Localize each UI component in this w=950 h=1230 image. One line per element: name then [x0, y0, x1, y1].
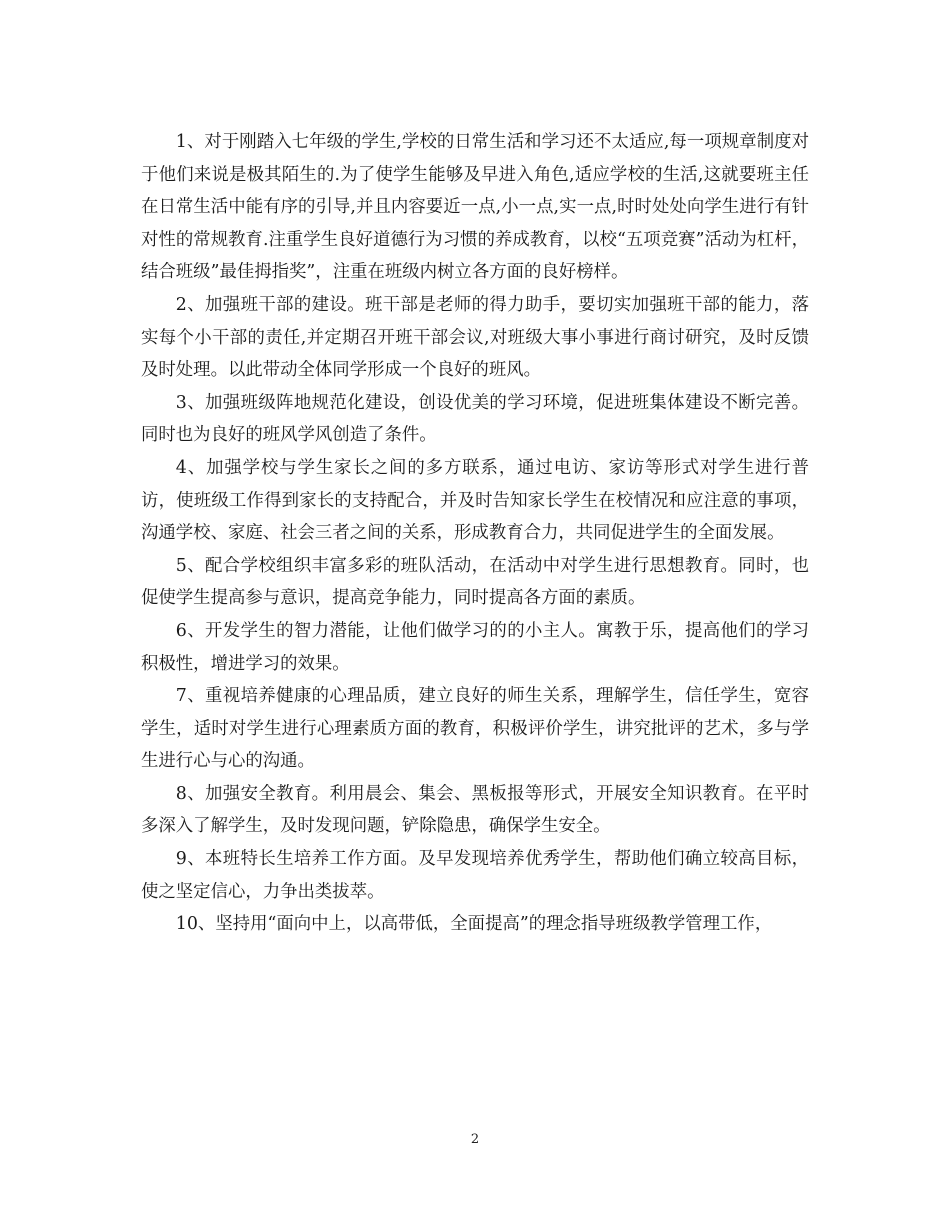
paragraph-item-3: 3、加强班级阵地规范化建设，创设优美的学习环境，促进班集体建设不断完善。同时也为良好的班风学风创造了条件。	[141, 392, 809, 446]
paragraph-item-10: 10、坚持用“面向中上，以高带低，全面提高”的理念指导班级教学管理工作，	[175, 914, 773, 935]
document-body	[141, 126, 809, 941]
paragraph-item-2: 2、加强班干部的建设。班干部是老师的得力助手，要切实加强班干部的能力，落实每个小干部的责任,并定期召开班干部会议,对班级大事小事进行商讨研究，及时反馈及时处理。以此带动全体同学形成一个良好的班风。	[141, 294, 809, 381]
paragraph-item-7: 7、重视培养健康的心理品质，建立良好的师生关系，理解学生，信任学生，宽容学生，适时对学生进行心理素质方面的教育，积极评价学生，讲究批评的艺术，多与学生进行心与心的沟通。	[141, 686, 809, 772]
paragraph-item-9: 9、本班特长生培养工作方面。及早发现培养优秀学生，帮助他们确立较高目标，使之坚定信心，力争出类拔萃。	[141, 849, 809, 902]
page-number: 2	[470, 1132, 480, 1147]
paragraph-item-4: 4、加强学校与学生家长之间的多方联系，通过电访、家访等形式对学生进行普访，使班级工作得到家长的支持配合，并及时告知家长学生在校情况和应注意的事项，沟通学校、家庭、社会三者之间的关系，形成教育合力，共同促进学生的全面发展。	[141, 457, 809, 544]
paragraph-item-6: 6、开发学生的智力潜能，让他们做学习的的小主人。寓教于乐，提高他们的学习积极性，增进学习的效果。	[141, 620, 809, 674]
paragraph-item-5: 5、配合学校组织丰富多彩的班队活动，在活动中对学生进行思想教育。同时，也促使学生提高参与意识，提高竞争能力，同时提高各方面的素质。	[141, 555, 809, 609]
paragraph-item-1: 1、对于刚踏入七年级的学生,学校的日常生活和学习还不太适应,每一项规章制度对于他们来说是极其陌生的.为了使学生能够及早进入角色,适应学校的生活,这就要班主任在日常生活中能有序的引导,并且内容要近一点,小一点,实一点,时时处处向学生进行有针对性的常规教育.注重学生良好道德行为习惯的养成教育，以校“五项竞赛”活动为杠杆，结合班级”最佳拇指奖”，注重在班级内树立各方面的良好榜样。	[141, 132, 809, 283]
paragraph-item-8: 8、加强安全教育。利用晨会、集会、黑板报等形式，开展安全知识教育。在平时多深入了解学生，及时发现问题，铲除隐患，确保学生安全。	[141, 783, 809, 837]
